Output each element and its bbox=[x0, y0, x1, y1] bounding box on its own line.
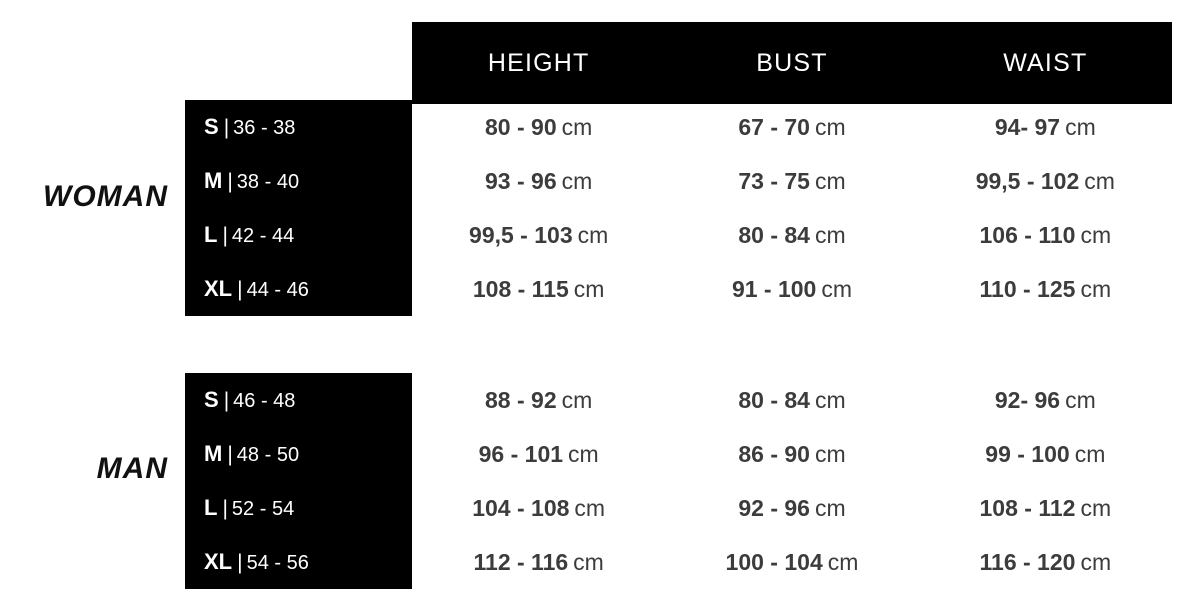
height-cell bbox=[412, 387, 665, 414]
bust-unit: cm bbox=[814, 440, 846, 467]
size-cell bbox=[185, 168, 412, 194]
size-separator: | bbox=[237, 551, 243, 574]
waist-cell bbox=[919, 549, 1172, 576]
bust-cell bbox=[665, 495, 918, 522]
height-value: 99,5 - 103 bbox=[469, 221, 573, 248]
table-row bbox=[185, 481, 1172, 535]
height-cell bbox=[412, 495, 665, 522]
waist-value: 116 - 120 bbox=[979, 548, 1076, 575]
bust-value: 67 - 70 bbox=[738, 113, 810, 140]
size-separator: | bbox=[227, 443, 233, 466]
waist-value: 99,5 - 102 bbox=[975, 167, 1080, 194]
bust-unit: cm bbox=[814, 167, 846, 194]
size-separator: | bbox=[223, 116, 230, 139]
size-label: L bbox=[204, 222, 218, 247]
height-cell bbox=[412, 276, 665, 303]
size-label: M bbox=[204, 168, 223, 193]
column-header-height: HEIGHT bbox=[487, 48, 590, 77]
size-cell bbox=[185, 387, 412, 413]
bust-unit: cm bbox=[814, 221, 846, 248]
bust-unit: cm bbox=[821, 275, 853, 302]
column-header-waist: WAIST bbox=[1003, 48, 1088, 77]
waist-value: 110 - 125 bbox=[979, 275, 1076, 302]
size-label: XL bbox=[204, 276, 233, 301]
height-unit: cm bbox=[573, 548, 604, 575]
bust-cell bbox=[665, 441, 918, 468]
height-unit: cm bbox=[574, 494, 606, 521]
waist-cell bbox=[919, 114, 1172, 141]
height-unit: cm bbox=[561, 113, 593, 140]
man-table bbox=[185, 373, 1172, 589]
bust-value: 91 - 100 bbox=[731, 275, 817, 302]
waist-unit: cm bbox=[1080, 548, 1112, 575]
size-label: XL bbox=[204, 549, 233, 574]
table-row bbox=[185, 373, 1172, 427]
waist-value: 94- 97 bbox=[994, 113, 1061, 140]
height-unit: cm bbox=[573, 275, 605, 302]
height-value: 104 - 108 bbox=[472, 494, 570, 521]
waist-unit: cm bbox=[1084, 167, 1115, 194]
height-unit: cm bbox=[568, 440, 599, 467]
waist-unit: cm bbox=[1074, 440, 1106, 467]
bust-value: 100 - 104 bbox=[725, 548, 823, 575]
bust-cell bbox=[665, 168, 918, 195]
waist-cell bbox=[919, 387, 1172, 414]
waist-cell bbox=[919, 222, 1172, 249]
table-row bbox=[185, 535, 1172, 589]
bust-cell bbox=[665, 222, 918, 249]
size-cell bbox=[185, 114, 412, 140]
eu-size: 44 - 46 bbox=[246, 279, 309, 301]
size-cell bbox=[185, 495, 412, 521]
size-cell bbox=[185, 441, 412, 467]
group-label-man: MAN bbox=[96, 452, 168, 485]
waist-value: 92- 96 bbox=[994, 386, 1061, 413]
size-separator: | bbox=[223, 389, 230, 412]
eu-size: 36 - 38 bbox=[233, 117, 296, 139]
bust-unit: cm bbox=[814, 113, 846, 140]
bust-value: 80 - 84 bbox=[738, 386, 810, 413]
waist-cell bbox=[919, 441, 1172, 468]
eu-size: 46 - 48 bbox=[233, 390, 296, 412]
size-label: S bbox=[204, 114, 219, 139]
waist-unit: cm bbox=[1080, 494, 1112, 521]
height-cell bbox=[412, 549, 665, 576]
bust-unit: cm bbox=[814, 386, 846, 413]
size-label: M bbox=[204, 441, 223, 466]
waist-value: 99 - 100 bbox=[985, 440, 1070, 467]
size-label: S bbox=[204, 387, 219, 412]
bust-unit: cm bbox=[814, 494, 846, 521]
table-row bbox=[185, 208, 1172, 262]
bust-value: 80 - 84 bbox=[738, 221, 810, 248]
group-label-woman: WOMAN bbox=[43, 180, 168, 213]
height-value: 88 - 92 bbox=[485, 386, 557, 413]
height-cell bbox=[412, 168, 665, 195]
height-value: 93 - 96 bbox=[485, 167, 557, 194]
bust-cell bbox=[665, 387, 918, 414]
height-unit: cm bbox=[561, 167, 593, 194]
table-row bbox=[185, 100, 1172, 154]
woman-table bbox=[185, 100, 1172, 316]
table-row bbox=[185, 262, 1172, 316]
size-cell bbox=[185, 276, 412, 302]
size-separator: | bbox=[227, 170, 233, 193]
height-value: 80 - 90 bbox=[485, 113, 557, 140]
waist-value: 108 - 112 bbox=[979, 494, 1076, 521]
bust-unit: cm bbox=[827, 548, 859, 575]
bust-cell bbox=[665, 276, 918, 303]
bust-cell bbox=[665, 114, 918, 141]
height-value: 108 - 115 bbox=[472, 275, 569, 302]
eu-size: 52 - 54 bbox=[231, 498, 295, 520]
column-header-bust: BUST bbox=[756, 48, 828, 77]
table-row bbox=[185, 427, 1172, 481]
bust-value: 73 - 75 bbox=[738, 167, 810, 194]
waist-value: 106 - 110 bbox=[979, 221, 1076, 248]
size-separator: | bbox=[222, 497, 228, 520]
waist-cell bbox=[919, 276, 1172, 303]
waist-unit: cm bbox=[1080, 275, 1112, 302]
size-cell bbox=[185, 549, 412, 575]
height-value: 96 - 101 bbox=[478, 440, 564, 467]
size-cell bbox=[185, 222, 412, 248]
height-cell bbox=[412, 114, 665, 141]
height-value: 112 - 116 bbox=[473, 548, 569, 575]
waist-cell bbox=[919, 168, 1172, 195]
size-separator: | bbox=[237, 278, 243, 301]
bust-cell bbox=[665, 549, 918, 576]
height-unit: cm bbox=[577, 221, 609, 248]
height-unit: cm bbox=[561, 386, 593, 413]
eu-size: 38 - 40 bbox=[236, 171, 300, 193]
size-separator: | bbox=[222, 224, 228, 247]
table-header-row bbox=[412, 22, 1172, 104]
waist-unit: cm bbox=[1065, 386, 1096, 413]
height-cell bbox=[412, 441, 665, 468]
eu-size: 54 - 56 bbox=[246, 552, 309, 574]
waist-unit: cm bbox=[1065, 113, 1096, 140]
eu-size: 42 - 44 bbox=[231, 225, 295, 247]
height-cell bbox=[412, 222, 665, 249]
table-row bbox=[185, 154, 1172, 208]
waist-cell bbox=[919, 495, 1172, 522]
bust-value: 86 - 90 bbox=[738, 440, 810, 467]
bust-value: 92 - 96 bbox=[738, 494, 810, 521]
size-label: L bbox=[204, 495, 218, 520]
eu-size: 48 - 50 bbox=[236, 444, 300, 466]
waist-unit: cm bbox=[1080, 221, 1112, 248]
